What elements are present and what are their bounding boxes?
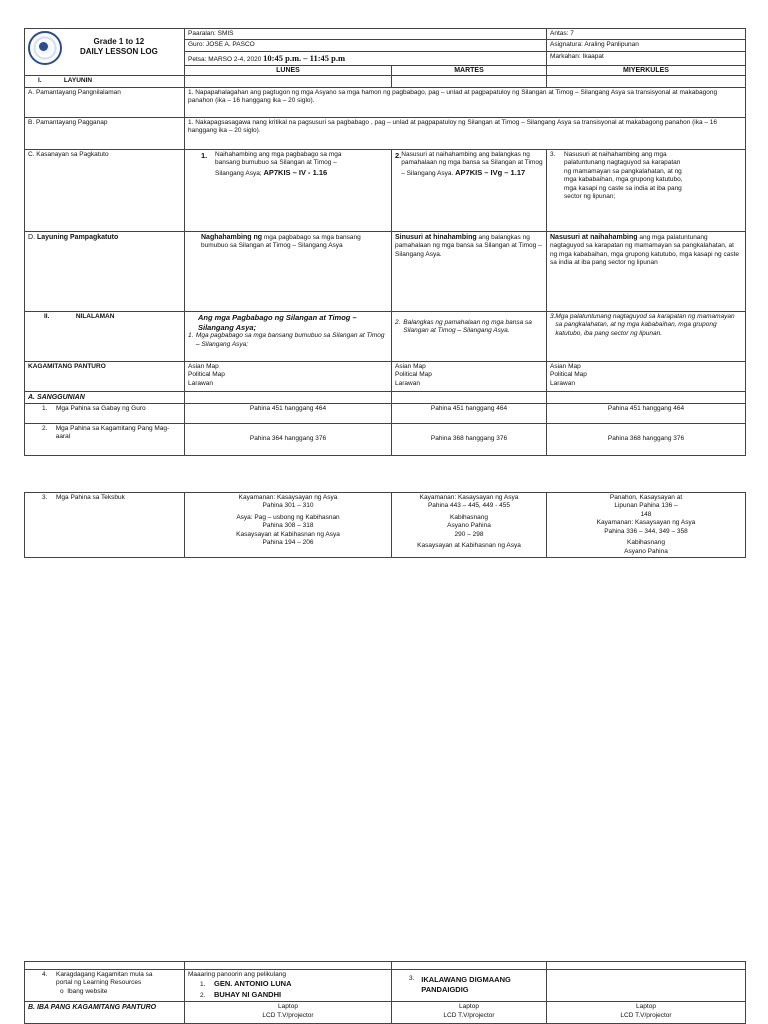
layunin-heading: I. LAYUNIN (25, 76, 185, 87)
gabay-guro-c3: Pahina 451 hanggang 464 (547, 403, 746, 423)
deped-seal-icon (28, 31, 62, 65)
kagamitan-c2: Asian Map Political Map Larawan (392, 361, 547, 391)
title-line2: DAILY LESSON LOG (80, 47, 158, 57)
c2-code: AP7KIS – IVg – 1.17 (455, 167, 526, 177)
kagamitang-panturo-heading: KAGAMITANG PANTURO (25, 361, 185, 391)
pamantayang-pagganap-text: 1. Nakapagsasagawa nang kritikal na pagsusuri sa pagbabago , pag – unlad at pagpapatuloy ng Silangan at Timog – Silangang Asya sa transisyonal at makabagong panahon (ika – 16 hanggang ika – 20 siglo). (185, 117, 746, 149)
layuning-c2: Sinusuri at hinahambing ang balangkas ng pamahalaan ng mga bansa sa Silangan at Timog – Silangang Asya. (392, 231, 547, 311)
teksbuk-c2: Kayamanan: Kasaysayan ng Asya Pahina 443 – 445, 449 - 455 Kabihasnang Asyano Pahina 290 – 298 Kasaysayan at Kabihasnan ng Asya (392, 493, 547, 558)
karagdagang-c1: Maaaring panoorin ang pelikulang 1. GEN. ANTONIO LUNA 2. BUHAY NI GANDHI (185, 970, 392, 1002)
gabay-guro-label: 1. Mga Pahina sa Gabay ng Guro (25, 403, 185, 423)
nilalaman-c1: Ang mga Pagbabago ng Silangan at Timog – Silangang Asya; 1. Mga pagbabago sa mga bansang bumubuo sa Silangan at Timog – Silangang Asya; (185, 311, 392, 361)
iba-pang-heading: B. IBA PANG KAGAMITANG PANTURO (25, 1002, 185, 1024)
paaralan: Paaralan: SMIS (185, 29, 547, 40)
pamantayang-pangnilalaman-text: 1. Napapahalagahan ang pagtugon ng mga Asyano sa mga hamon ng pagbabago, pag – unlad at pagpapatuloy ng Silangan at Timog – Silangang Asya sa transisyonal at makabagong panahon (ika – 16 hanggang ika – 20 siglo). (185, 87, 746, 117)
asignatura: Asignatura: Araling Panlipunan (547, 40, 746, 51)
kagamitang-mag-aaral-label: 2. Mga Pahina sa Kagamitang Pang Mag-aaral (25, 423, 185, 455)
teksbuk-c3: Panahon, Kasaysayan at Lipunan Pahina 136 – 148 Kayamanan: Kasaysayan ng Asya Pahina 336 – 344, 349 – 358 Kabihasnang Asyano Pahina (547, 493, 746, 558)
nilalaman-heading: II. NILALAMAN (25, 311, 185, 361)
day-martes: MARTES (392, 66, 547, 76)
lesson-log-table (24, 28, 746, 456)
mag-aaral-c1: Pahina 364 hanggang 376 (185, 423, 392, 455)
teksbuk-label: 3. Mga Pahina sa Teksbuk (25, 493, 185, 558)
layuning-c1: Naghahambing ng mga pagbabago sa mga bansang bumubuo sa Silangan at Timog – Silangang Asya (185, 231, 392, 311)
layuning-c3: Nasusuri at naihahambing ang mga palatuntunang nagtaguyod sa karapatan ng mamamayan sa pangkalahatan, at ng mga kababaihan, mga grupong katutubo, mga kasapi ng caste sa india at iba pang sector ng lipunan (547, 231, 746, 311)
markahan: Markahan: Ikaapat (547, 51, 746, 65)
karagdagang-table (24, 961, 746, 1024)
guro: Guro: JOSE A. PASCO (185, 40, 547, 51)
pamantayang-pagganap-label: B. Pamantayang Pagganap (25, 117, 185, 149)
teksbuk-table (24, 492, 746, 558)
kasanayan-c3: 3. Nasusuri at naihahambing ang mga palatuntunang nagtaguyod sa karapatan ng mamamayan sa pangkalahatan, at ng mga kababaihan, mga grupong katutubo, mga kasapi ng caste sa india at iba pang sector ng lipunan; (547, 149, 746, 231)
iba-pang-c3: Laptop LCD T.V/projector (547, 1002, 746, 1024)
iba-pang-c2: Laptop LCD T.V/projector (392, 1002, 547, 1024)
kasanayan-c2: 2. Nasusuri at naihahambing ang balangkas ng pamahalaan ng mga bansa sa Silangan at Timog – Silangang Asya. AP7KIS – IVg – 1.17 (392, 149, 547, 231)
gabay-guro-c2: Pahina 451 hanggang 464 (392, 403, 547, 423)
layuning-pampagkatuto-label: D. Layuning Pampagkatuto (25, 231, 185, 311)
kasanayan-c1: 1. Naihahambing ang mga pagbabago sa mga bansang bumubuo sa Silangan at Timog – Silangang Asya; AP7KIS – IV - 1.16 (185, 149, 392, 231)
c1-code: AP7KIS – IV - 1.16 (263, 167, 328, 177)
oras: 10:45 p.m. – 11:45 p.m (263, 52, 346, 63)
pamantayang-pangnilalaman-label: A. Pamantayang Pangnilalaman (25, 87, 185, 117)
karagdagang-label: 4. Karagdagang Kagamitan mula sa portal ng Learning Resources o Ibang website (25, 970, 185, 1002)
petsa-oras (185, 51, 547, 65)
nilalaman-c3: 3. Mga palatuntunang nagtaguyod sa karapatan ng mamamayan sa pangkalahatan, at ng mga kababaihan, mga grupong katutubo, iba pang sector ng lipunan. (547, 311, 746, 361)
antas: Antas: 7 (547, 29, 746, 40)
title-line1: Grade 1 to 12 (93, 37, 145, 46)
mag-aaral-c2: Pahina 368 hanggang 376 (392, 423, 547, 455)
gabay-guro-c1: Pahina 451 hanggang 464 (185, 403, 392, 423)
petsa: Petsa: MARSO 2-4, 2020 (188, 55, 262, 63)
sanggunian-heading: A. SANGGUNIAN (25, 391, 185, 403)
logo-title-cell (25, 29, 185, 76)
day-lunes: LUNES (185, 66, 392, 76)
teksbuk-c1: Kayamanan: Kasaysayan ng Asya Pahina 301 – 310 Asya: Pag – usbong ng Kabihasnan Pahina 308 – 318 Kasaysayan at Kabihasnan ng Asya Pahina 194 – 206 (185, 493, 392, 558)
mag-aaral-c3: Pahina 368 hanggang 376 (547, 423, 746, 455)
karagdagang-c2: 3. IKALAWANG DIGMAANG PANDAIGDIG (392, 970, 547, 1002)
nilalaman-c2: 2. Balangkas ng pamahalaan ng mga bansa sa Silangan at Timog – Silangang Asya. (392, 311, 547, 361)
kagamitan-c3: Asian Map Political Map Larawan (547, 361, 746, 391)
day-miyerkules: MIYERKULES (547, 66, 746, 76)
kagamitan-c1: Asian Map Political Map Larawan (185, 361, 392, 391)
kasanayan-label: C. Kasanayan sa Pagkatuto (25, 149, 185, 231)
iba-pang-c1: Laptop LCD T.V/projector (185, 1002, 392, 1024)
